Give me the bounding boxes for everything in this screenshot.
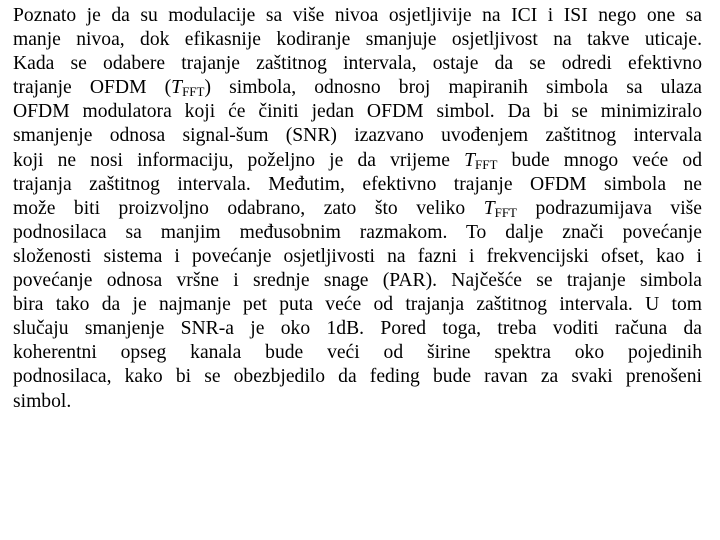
text-run: podnosilaca sa manjim međusobnim razmakom. To dalje znači povećanje bbox=[13, 221, 702, 243]
text-run: manje nivoa, dok efikasnije kodiranje smanjuje osjetljivost na takve uticaje. bbox=[13, 29, 702, 51]
text-run: ) simbola, odnosno broj mapiranih simbola sa ulaza bbox=[204, 77, 703, 99]
text-line bbox=[13, 390, 702, 414]
text-run: može biti proizvoljno odabrano, zato što veliko bbox=[13, 197, 484, 219]
text-run: OFDM modulatora koji će činiti jedan OFDM simbol. Da bi se minimiziralo bbox=[13, 101, 702, 123]
text-run: slučaju smanjenje SNR-a je oko 1dB. Pored toga, treba voditi računa da bbox=[13, 318, 702, 340]
text-line bbox=[13, 52, 702, 76]
text-run: bira tako da je najmanje pet puta veće od trajanja zaštitnog intervala. U tom bbox=[13, 294, 702, 316]
text-line bbox=[13, 317, 702, 341]
text-line bbox=[13, 28, 702, 52]
document-page bbox=[13, 4, 702, 414]
subscript-text: FFT bbox=[182, 84, 205, 100]
text-run: koherentni opseg kanala bude veći od širine spektra oko pojedinih bbox=[13, 342, 702, 364]
text-run: trajanja zaštitnog intervala. Međutim, efektivno trajanje OFDM simbola ne bbox=[13, 173, 702, 195]
subscript-text: FFT bbox=[475, 156, 498, 172]
text-run: podnosilaca, kako bi se obezbjedilo da feding bude ravan za svaki prenošeni bbox=[13, 366, 702, 388]
text-run: koji ne nosi informaciju, poželjno je da vrijeme bbox=[13, 149, 465, 171]
text-run: povećanje odnosa vršne i srednje snage (PAR). Najčešće se trajanje simbola bbox=[13, 270, 702, 292]
text-run: simbol. bbox=[13, 390, 72, 412]
text-run: Poznato je da su modulacije sa više nivoa osjetljivije na ICI i ISI nego one sa bbox=[13, 5, 702, 26]
text-run: trajanje OFDM ( bbox=[13, 77, 172, 99]
text-run: složenosti sistema i povećanje osjetljivosti na fazni i frekvencijski ofset, kao i bbox=[13, 245, 702, 267]
text-line bbox=[13, 293, 702, 317]
text-line bbox=[13, 197, 702, 221]
text-line bbox=[13, 4, 702, 28]
text-line bbox=[13, 100, 702, 124]
text-run: bude mnogo veće od bbox=[497, 149, 703, 171]
text-line bbox=[13, 221, 702, 245]
text-line bbox=[13, 149, 702, 173]
text-line bbox=[13, 341, 702, 365]
text-line bbox=[13, 124, 702, 148]
text-line bbox=[13, 76, 702, 100]
text-line bbox=[13, 365, 702, 389]
text-run: podrazumijava više bbox=[517, 197, 702, 219]
italic-symbol: T bbox=[464, 149, 475, 171]
text-run: Kada se odabere trajanje zaštitnog intervala, ostaje da se odredi efektivno bbox=[13, 53, 702, 75]
subscript-text: FFT bbox=[494, 204, 517, 220]
body-paragraph bbox=[13, 4, 702, 414]
text-line bbox=[13, 173, 702, 197]
text-run: smanjenje odnosa signal-šum (SNR) izazvano uvođenjem zaštitnog intervala bbox=[13, 125, 702, 147]
text-line bbox=[13, 245, 702, 269]
italic-symbol: T bbox=[171, 77, 183, 99]
text-line bbox=[13, 269, 702, 293]
italic-symbol: T bbox=[483, 197, 495, 219]
